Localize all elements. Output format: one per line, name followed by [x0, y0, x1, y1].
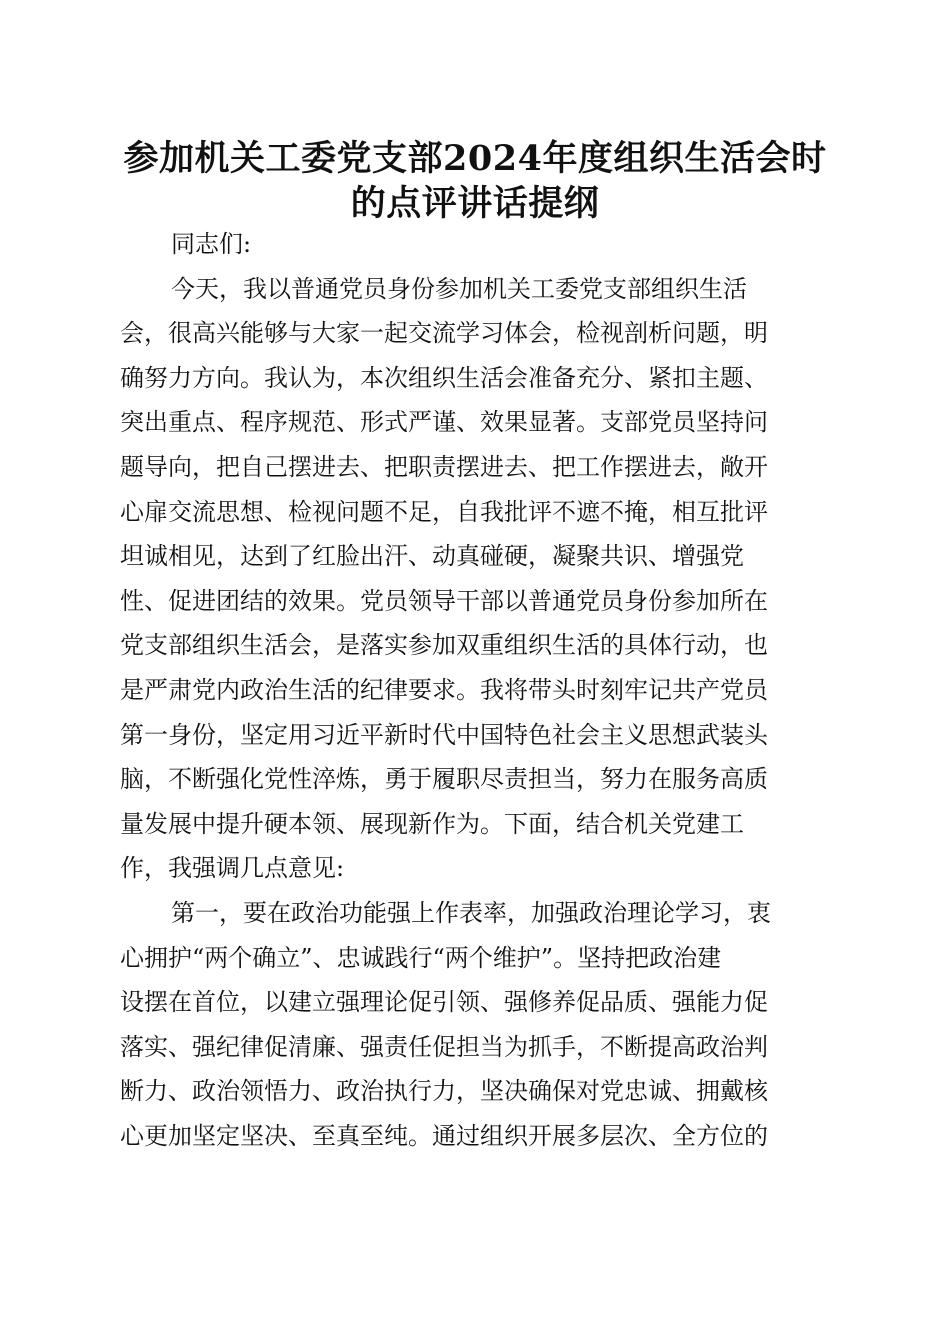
paragraph-line: 是严肃党内政治生活的纪律要求。我将带头时刻牢记共产党员 [120, 675, 768, 704]
paragraph-line: 今天，我以普通党员身份参加机关工委党支部组织生活 [171, 274, 747, 303]
paragraph-line: 题导向，把自己摆进去、把职责摆进去、把工作摆进去，敞开 [120, 452, 768, 481]
paragraph-line: 坦诚相见，达到了红脸出汗、动真碰硬，凝聚共识、增强党 [120, 542, 744, 571]
paragraph-line: 心更加坚定坚决、至真至纯。通过组织开展多层次、全方位的 [120, 1121, 768, 1150]
paragraph-line: 第一身份，坚定用习近平新时代中国特色社会主义思想武装头 [120, 720, 768, 749]
title-line-1: 参加机关工委党支部2024年度组织生活会时 [123, 138, 827, 179]
document-title [110, 136, 840, 226]
paragraph-line: 第一，要在政治功能强上作表率，加强政治理论学习，衷 [171, 898, 771, 927]
paragraph-line: 突出重点、程序规范、形式严谨、效果显著。支部党员坚持问 [120, 408, 768, 437]
paragraph-line: 断力、政治领悟力、政治执行力，坚决确保对党忠诚、拥戴核 [120, 1077, 768, 1106]
paragraph-line: 会，很高兴能够与大家一起交流学习体会，检视剖析问题，明 [120, 319, 768, 348]
paragraph-line: 落实、强纪律促清廉、强责任促担当为抓手，不断提高政治判 [120, 1032, 768, 1061]
paragraph-line: 性、促进团结的效果。党员领导干部以普通党员身份参加所在 [120, 586, 768, 615]
paragraph-line: 作，我强调几点意见: [120, 854, 345, 883]
paragraph-line: 脑，不断强化党性淬炼，勇于履职尽责担当，努力在服务高质 [120, 765, 768, 794]
paragraph-line: 量发展中提升硬本领、展现新作为。下面，结合机关党建工 [120, 809, 744, 838]
document-body [120, 222, 810, 1158]
paragraph-line: 心扉交流思想、检视问题不足，自我批评不遮不掩，相互批评 [120, 497, 768, 526]
paragraph-line: 确努力方向。我认为，本次组织生活会准备充分、紧扣主题、 [120, 363, 768, 392]
salutation: 同志们: [171, 230, 252, 258]
paragraph-line: 设摆在首位，以建立强理论促引领、强修养促品质、强能力促 [120, 988, 768, 1017]
paragraph-line: 心拥护“两个确立”、忠诚践行“两个维护”。坚持把政治建 [120, 943, 722, 972]
paragraph-line: 党支部组织生活会，是落实参加双重组织生活的具体行动，也 [120, 631, 768, 660]
title-line-2: 的点评讲话提纲 [350, 183, 600, 224]
